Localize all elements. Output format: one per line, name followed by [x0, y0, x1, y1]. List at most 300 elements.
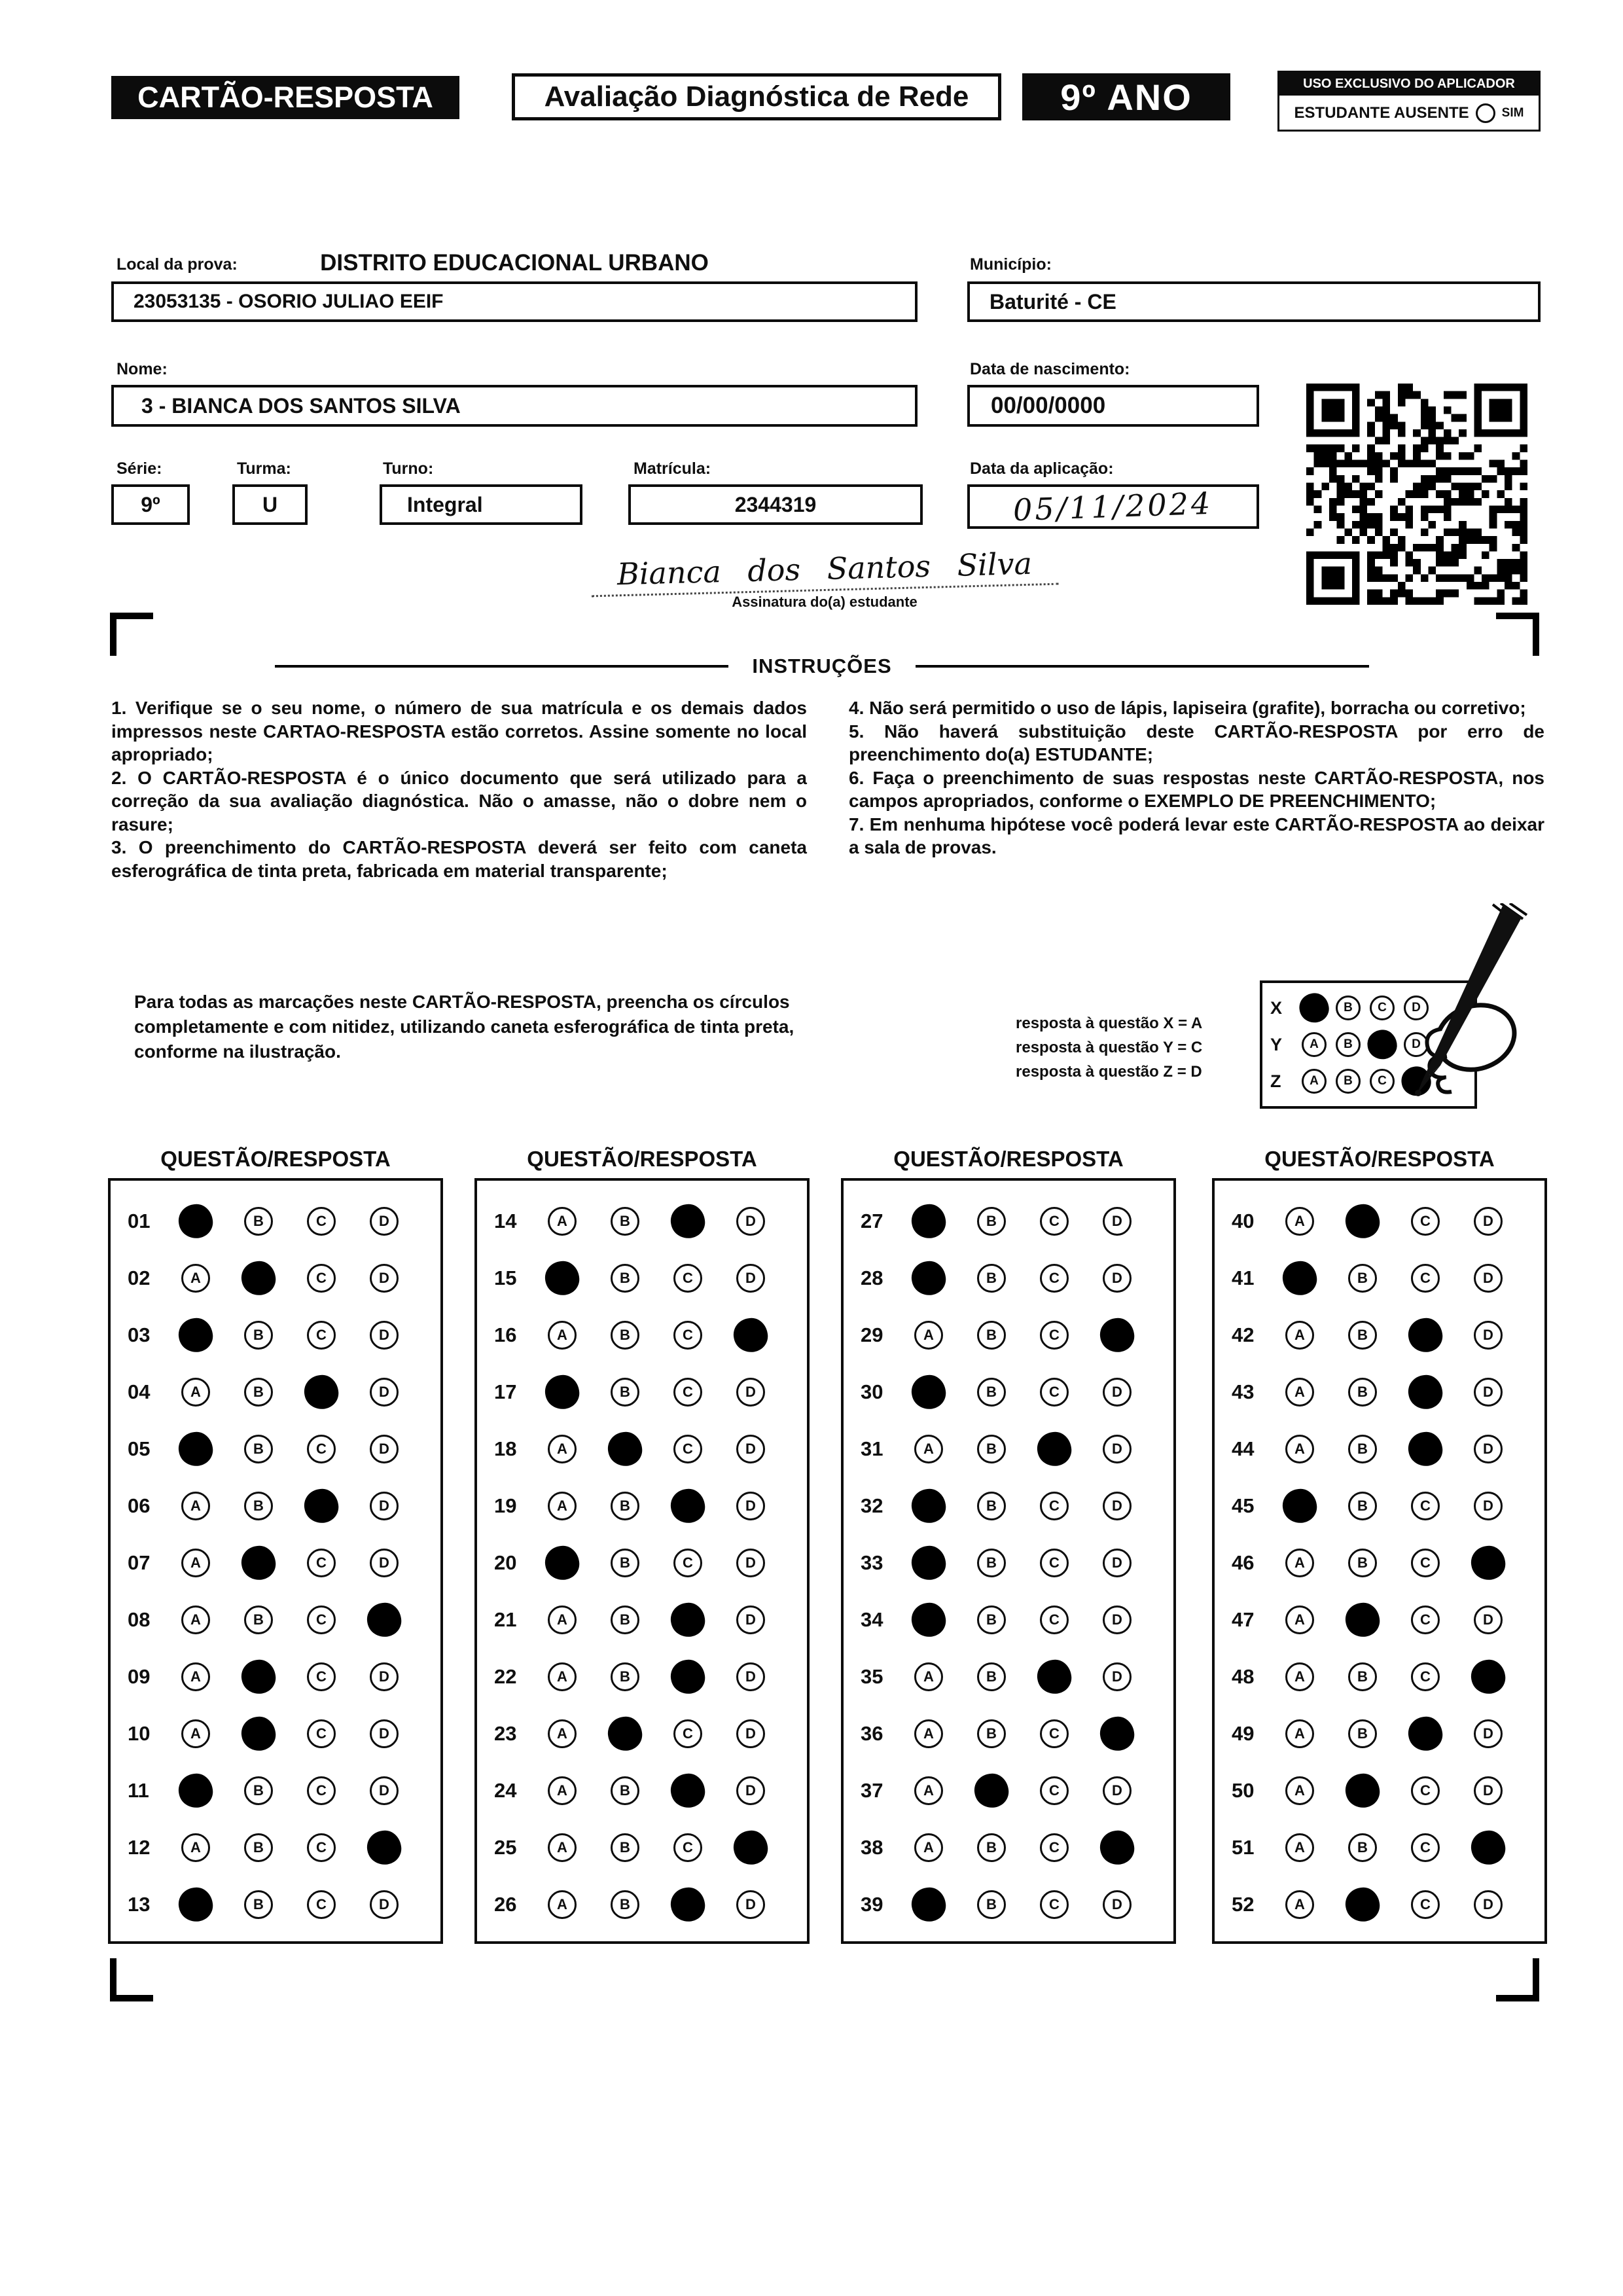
student-absent-row	[1279, 96, 1539, 130]
bubble-10-A[interactable]: A	[181, 1719, 210, 1748]
question-number: 30	[861, 1380, 883, 1403]
bubble-19-A[interactable]: A	[548, 1492, 577, 1520]
question-row	[844, 1876, 1173, 1933]
bubble-39-C[interactable]: C	[1040, 1890, 1069, 1919]
question-number: 37	[861, 1778, 883, 1802]
bubble-43-A[interactable]: A	[1285, 1378, 1314, 1407]
bubble-22-C[interactable]	[668, 1657, 707, 1696]
bubble-45-B[interactable]: B	[1348, 1492, 1377, 1520]
bubble-27-D[interactable]: D	[1103, 1207, 1132, 1236]
bubble-22-B[interactable]: B	[611, 1662, 639, 1691]
bubble-44-D[interactable]: D	[1474, 1435, 1503, 1463]
bubble-08-D[interactable]	[365, 1600, 403, 1639]
question-number: 07	[128, 1551, 151, 1574]
bubble-08-C[interactable]: C	[307, 1605, 336, 1634]
municipio-field	[967, 281, 1541, 322]
bubble-05-A[interactable]	[176, 1429, 215, 1468]
bubble-07-A[interactable]: A	[181, 1549, 210, 1577]
bubble-15-D[interactable]: D	[736, 1264, 765, 1293]
bubble-14-A[interactable]: A	[548, 1207, 577, 1236]
bubble-50-C[interactable]: C	[1411, 1776, 1440, 1805]
bubble-20-B[interactable]: B	[611, 1549, 639, 1577]
bubble-15-B[interactable]: B	[611, 1264, 639, 1293]
question-row	[111, 1762, 440, 1819]
bubble-51-B[interactable]: B	[1348, 1833, 1377, 1862]
bubble-28-C[interactable]: C	[1040, 1264, 1069, 1293]
data-nascimento-value: 00/00/0000	[991, 393, 1106, 418]
bubble-32-D[interactable]: D	[1103, 1492, 1132, 1520]
bubble-07-D[interactable]: D	[370, 1549, 399, 1577]
bubble-31-B[interactable]: B	[977, 1435, 1006, 1463]
bubble-08-A[interactable]: A	[181, 1605, 210, 1634]
bubble-11-C[interactable]: C	[307, 1776, 336, 1805]
bubble-46-A[interactable]: A	[1285, 1549, 1314, 1577]
question-number: 26	[494, 1892, 517, 1916]
question-row	[477, 1819, 807, 1876]
bubble-32-C[interactable]: C	[1040, 1492, 1069, 1520]
bubble-11-A[interactable]	[176, 1771, 215, 1810]
bubble-14-B[interactable]: B	[611, 1207, 639, 1236]
serie-value: 9º	[141, 492, 160, 516]
bubble-25-D[interactable]	[731, 1828, 770, 1867]
bubble-02-D[interactable]: D	[370, 1264, 399, 1293]
bubble-50-A[interactable]: A	[1285, 1776, 1314, 1805]
bubble-13-C[interactable]: C	[307, 1890, 336, 1919]
bubble-06-D[interactable]: D	[370, 1492, 399, 1520]
bubble-52-D[interactable]: D	[1474, 1890, 1503, 1919]
bubble-14-D[interactable]: D	[736, 1207, 765, 1236]
bubble-28-A[interactable]	[909, 1259, 948, 1297]
bubble-19-D[interactable]: D	[736, 1492, 765, 1520]
bubble-45-D[interactable]: D	[1474, 1492, 1503, 1520]
bubble-23-B[interactable]	[605, 1714, 644, 1753]
bubble-41-B[interactable]: B	[1348, 1264, 1377, 1293]
bubble-33-C[interactable]: C	[1040, 1549, 1069, 1577]
bubble-09-A[interactable]: A	[181, 1662, 210, 1691]
bubble-49-B[interactable]: B	[1348, 1719, 1377, 1748]
bubble-01-A[interactable]	[176, 1202, 215, 1240]
bubble-45-A[interactable]	[1280, 1486, 1319, 1525]
bubble-37-D[interactable]: D	[1103, 1776, 1132, 1805]
bubble-16-D[interactable]	[731, 1316, 770, 1354]
instruction-item: 2. O CARTÃO-RESPOSTA é o único documento que será utilizado para a correção da sua avaliação diagnóstica. Não o amasse, não o dobre nem o rasure;	[111, 767, 807, 834]
bubble-34-C[interactable]: C	[1040, 1605, 1069, 1634]
bubble-04-B[interactable]: B	[244, 1378, 273, 1407]
bubble-23-C[interactable]: C	[673, 1719, 702, 1748]
example-row-label: Y	[1270, 1034, 1283, 1054]
bubble-08-B[interactable]: B	[244, 1605, 273, 1634]
question-options	[914, 1605, 1132, 1634]
question-number: 45	[1232, 1494, 1255, 1517]
bubble-13-B[interactable]: B	[244, 1890, 273, 1919]
bubble-30-B[interactable]: B	[977, 1378, 1006, 1407]
serie-label: Série:	[116, 459, 162, 478]
bubble-21-C[interactable]	[668, 1600, 707, 1639]
question-number: 05	[128, 1437, 151, 1460]
bubble-47-D[interactable]: D	[1474, 1605, 1503, 1634]
turno-value: Integral	[407, 492, 483, 516]
bubble-43-D[interactable]: D	[1474, 1378, 1503, 1407]
bubble-07-C[interactable]: C	[307, 1549, 336, 1577]
question-number: 12	[128, 1835, 151, 1859]
question-row	[1215, 1705, 1544, 1762]
example-grid	[1260, 980, 1477, 1109]
school-value: 23053135 - OSORIO JULIAO EEIF	[134, 291, 444, 312]
bubble-42-C[interactable]	[1406, 1316, 1444, 1354]
instructions-left	[111, 696, 807, 882]
bubble-03-B[interactable]: B	[244, 1321, 273, 1350]
bubble-52-A[interactable]: A	[1285, 1890, 1314, 1919]
instruction-item: 6. Faça o preenchimento de suas respostas neste CARTÃO-RESPOSTA, nos campos apropriados, conforme o EXEMPLO DE PREENCHIMENTO;	[849, 767, 1544, 812]
bubble-44-B[interactable]: B	[1348, 1435, 1377, 1463]
bubble-17-C[interactable]: C	[673, 1378, 702, 1407]
question-number: 41	[1232, 1266, 1255, 1289]
serie-field	[111, 484, 190, 525]
bubble-38-D[interactable]	[1097, 1828, 1136, 1867]
bubble-ex-Y-D[interactable]: D	[1404, 1032, 1429, 1057]
bubble-31-D[interactable]: D	[1103, 1435, 1132, 1463]
bubble-20-C[interactable]: C	[673, 1549, 702, 1577]
question-options	[914, 1549, 1132, 1577]
bubble-36-D[interactable]	[1097, 1714, 1136, 1753]
bubble-38-A[interactable]: A	[914, 1833, 943, 1862]
question-options	[181, 1605, 399, 1634]
bubble-26-B[interactable]: B	[611, 1890, 639, 1919]
bubble-27-B[interactable]: B	[977, 1207, 1006, 1236]
instructions-header	[275, 655, 1369, 678]
bubble-33-A[interactable]	[909, 1543, 948, 1582]
bubble-ex-Z-C[interactable]: C	[1370, 1069, 1395, 1094]
bubble-44-A[interactable]: A	[1285, 1435, 1314, 1463]
bubble-42-B[interactable]: B	[1348, 1321, 1377, 1350]
bubble-51-A[interactable]: A	[1285, 1833, 1314, 1862]
bubble-04-D[interactable]: D	[370, 1378, 399, 1407]
bubble-28-B[interactable]: B	[977, 1264, 1006, 1293]
bubble-47-B[interactable]	[1343, 1600, 1382, 1639]
bubble-ex-Z-A[interactable]: A	[1302, 1069, 1327, 1094]
bubble-25-A[interactable]: A	[548, 1833, 577, 1862]
bubble-37-A[interactable]: A	[914, 1776, 943, 1805]
bubble-35-D[interactable]: D	[1103, 1662, 1132, 1691]
example-row	[1270, 1026, 1467, 1063]
bubble-36-B[interactable]: B	[977, 1719, 1006, 1748]
bubble-34-D[interactable]: D	[1103, 1605, 1132, 1634]
question-number: 04	[128, 1380, 151, 1403]
bubble-03-A[interactable]	[176, 1316, 215, 1354]
corner-mark-top-left	[110, 613, 153, 656]
bubble-12-A[interactable]: A	[181, 1833, 210, 1862]
bubble-04-C[interactable]	[302, 1372, 340, 1411]
bubble-22-D[interactable]: D	[736, 1662, 765, 1691]
bubble-40-B[interactable]	[1343, 1202, 1382, 1240]
question-number: 17	[494, 1380, 517, 1403]
question-options	[548, 1605, 765, 1634]
bubble-39-A[interactable]	[909, 1885, 948, 1924]
bubble-20-A[interactable]	[543, 1543, 581, 1582]
question-row	[111, 1591, 440, 1648]
bubble-03-D[interactable]: D	[370, 1321, 399, 1350]
question-row	[844, 1477, 1173, 1534]
bubble-27-C[interactable]: C	[1040, 1207, 1069, 1236]
bubble-23-A[interactable]: A	[548, 1719, 577, 1748]
bubble-05-C[interactable]: C	[307, 1435, 336, 1463]
question-number: 18	[494, 1437, 517, 1460]
question-options	[914, 1321, 1132, 1350]
question-row	[1215, 1363, 1544, 1420]
question-row	[844, 1534, 1173, 1591]
bubble-01-B[interactable]: B	[244, 1207, 273, 1236]
example-row	[1270, 1063, 1467, 1100]
question-options	[1285, 1833, 1503, 1862]
bubble-52-C[interactable]: C	[1411, 1890, 1440, 1919]
bubble-13-D[interactable]: D	[370, 1890, 399, 1919]
bubble-50-D[interactable]: D	[1474, 1776, 1503, 1805]
question-number: 48	[1232, 1664, 1255, 1688]
bubble-19-C[interactable]	[668, 1486, 707, 1525]
bubble-25-B[interactable]: B	[611, 1833, 639, 1862]
bubble-25-C[interactable]: C	[673, 1833, 702, 1862]
bubble-38-C[interactable]: C	[1040, 1833, 1069, 1862]
bubble-49-A[interactable]: A	[1285, 1719, 1314, 1748]
qr-code	[1304, 381, 1530, 607]
bubble-31-A[interactable]: A	[914, 1435, 943, 1463]
bubble-48-A[interactable]: A	[1285, 1662, 1314, 1691]
bubble-50-B[interactable]	[1343, 1771, 1382, 1810]
question-row	[477, 1876, 807, 1933]
corner-mark-bottom-right	[1496, 1958, 1539, 2001]
bubble-09-C[interactable]: C	[307, 1662, 336, 1691]
bubble-35-A[interactable]: A	[914, 1662, 943, 1691]
corner-mark-bottom-left	[110, 1958, 153, 2001]
question-number: 47	[1232, 1607, 1255, 1631]
bubble-02-C[interactable]: C	[307, 1264, 336, 1293]
municipio-label: Município:	[970, 255, 1052, 274]
bubble-19-B[interactable]: B	[611, 1492, 639, 1520]
bubble-41-C[interactable]: C	[1411, 1264, 1440, 1293]
answers-block-4	[1212, 1178, 1547, 1944]
bubble-02-B[interactable]	[239, 1259, 277, 1297]
bubble-49-D[interactable]: D	[1474, 1719, 1503, 1748]
bubble-ex-Y-B[interactable]: B	[1336, 1032, 1361, 1057]
bubble-48-B[interactable]: B	[1348, 1662, 1377, 1691]
bubble-41-A[interactable]	[1280, 1259, 1319, 1297]
instruction-item: 5. Não haverá substituição deste CARTÃO-RESPOSTA por erro de preenchimento do(a) ESTUDANTE;	[849, 721, 1544, 765]
bubble-40-A[interactable]: A	[1285, 1207, 1314, 1236]
bubble-24-C[interactable]	[668, 1771, 707, 1810]
legend-line-x: resposta à questão X = A	[1016, 1014, 1203, 1032]
bubble-30-D[interactable]: D	[1103, 1378, 1132, 1407]
bubble-06-C[interactable]	[302, 1486, 340, 1525]
bubble-ex-Y-A[interactable]: A	[1302, 1032, 1327, 1057]
bubble-32-A[interactable]	[909, 1486, 948, 1525]
question-options	[914, 1890, 1132, 1919]
bubble-37-B[interactable]	[972, 1771, 1010, 1810]
bubble-07-B[interactable]	[239, 1543, 277, 1582]
bubble-34-B[interactable]: B	[977, 1605, 1006, 1634]
bubble-11-B[interactable]: B	[244, 1776, 273, 1805]
bubble-12-D[interactable]	[365, 1828, 403, 1867]
bubble-04-A[interactable]: A	[181, 1378, 210, 1407]
bubble-ex-Z-B[interactable]: B	[1336, 1069, 1361, 1094]
question-row	[1215, 1534, 1544, 1591]
bubble-16-A[interactable]: A	[548, 1321, 577, 1350]
question-options	[181, 1378, 399, 1407]
bubble-39-D[interactable]: D	[1103, 1890, 1132, 1919]
data-aplicacao-label: Data da aplicação:	[970, 459, 1114, 478]
bubble-24-D[interactable]: D	[736, 1776, 765, 1805]
answers-header-3: QUESTÃO/RESPOSTA	[893, 1147, 1124, 1171]
bubble-36-A[interactable]: A	[914, 1719, 943, 1748]
bubble-43-C[interactable]	[1406, 1372, 1444, 1411]
bubble-12-B[interactable]: B	[244, 1833, 273, 1862]
question-row	[477, 1762, 807, 1819]
bubble-21-A[interactable]: A	[548, 1605, 577, 1634]
bubble-02-A[interactable]: A	[181, 1264, 210, 1293]
bubble-05-D[interactable]: D	[370, 1435, 399, 1463]
question-options	[548, 1662, 765, 1691]
bubble-17-A[interactable]	[543, 1372, 581, 1411]
bubble-51-D[interactable]	[1469, 1828, 1507, 1867]
bubble-21-D[interactable]: D	[736, 1605, 765, 1634]
bubble-11-D[interactable]: D	[370, 1776, 399, 1805]
question-options	[548, 1321, 765, 1350]
bubble-30-A[interactable]	[909, 1372, 948, 1411]
bubble-29-C[interactable]: C	[1040, 1321, 1069, 1350]
example-row-label: Z	[1270, 1071, 1281, 1091]
bubble-46-B[interactable]: B	[1348, 1549, 1377, 1577]
bubble-40-D[interactable]: D	[1474, 1207, 1503, 1236]
bubble-43-B[interactable]: B	[1348, 1378, 1377, 1407]
bubble-48-D[interactable]	[1469, 1657, 1507, 1696]
bubble-40-C[interactable]: C	[1411, 1207, 1440, 1236]
bubble-23-D[interactable]: D	[736, 1719, 765, 1748]
bubble-16-C[interactable]: C	[673, 1321, 702, 1350]
student-absent-label: ESTUDANTE AUSENTE	[1294, 104, 1469, 122]
bubble-01-D[interactable]: D	[370, 1207, 399, 1236]
bubble-ex-X-A[interactable]	[1297, 991, 1330, 1024]
bubble-22-A[interactable]: A	[548, 1662, 577, 1691]
bubble-15-A[interactable]	[543, 1259, 581, 1297]
divider-line	[275, 665, 728, 668]
bubble-18-B[interactable]	[605, 1429, 644, 1468]
bubble-41-D[interactable]: D	[1474, 1264, 1503, 1293]
bubble-18-D[interactable]: D	[736, 1435, 765, 1463]
bubble-06-B[interactable]: B	[244, 1492, 273, 1520]
bubble-30-C[interactable]: C	[1040, 1378, 1069, 1407]
bubble-01-C[interactable]: C	[307, 1207, 336, 1236]
bubble-14-C[interactable]	[668, 1202, 707, 1240]
bubble-ex-X-B[interactable]: B	[1336, 996, 1361, 1020]
student-absent-bubble[interactable]	[1476, 103, 1495, 123]
question-row	[844, 1591, 1173, 1648]
bubble-52-B[interactable]	[1343, 1885, 1382, 1924]
question-options	[548, 1435, 765, 1463]
legend-line-y: resposta à questão Y = C	[1016, 1039, 1203, 1057]
bubble-24-A[interactable]: A	[548, 1776, 577, 1805]
bubble-18-C[interactable]: C	[673, 1435, 702, 1463]
bubble-26-A[interactable]: A	[548, 1890, 577, 1919]
bubble-47-A[interactable]: A	[1285, 1605, 1314, 1634]
bubble-48-C[interactable]: C	[1411, 1662, 1440, 1691]
question-number: 23	[494, 1721, 517, 1745]
signature-handwritten: Bianca dos Santos Silva	[590, 545, 1058, 598]
bubble-03-C[interactable]: C	[307, 1321, 336, 1350]
bubble-32-B[interactable]: B	[977, 1492, 1006, 1520]
bubble-05-B[interactable]: B	[244, 1435, 273, 1463]
bubble-12-C[interactable]: C	[307, 1833, 336, 1862]
bubble-33-B[interactable]: B	[977, 1549, 1006, 1577]
bubble-35-B[interactable]: B	[977, 1662, 1006, 1691]
instruction-item: 7. Em nenhuma hipótese você poderá levar este CARTÃO-RESPOSTA ao deixar a sala de provas.	[849, 814, 1544, 858]
bubble-21-B[interactable]: B	[611, 1605, 639, 1634]
bubble-42-D[interactable]: D	[1474, 1321, 1503, 1350]
bubble-38-B[interactable]: B	[977, 1833, 1006, 1862]
question-row	[111, 1249, 440, 1306]
bubble-10-B[interactable]	[239, 1714, 277, 1753]
bubble-49-C[interactable]	[1406, 1714, 1444, 1753]
bubble-10-C[interactable]: C	[307, 1719, 336, 1748]
bubble-45-C[interactable]: C	[1411, 1492, 1440, 1520]
bubble-35-C[interactable]	[1035, 1657, 1073, 1696]
bubble-18-A[interactable]: A	[548, 1435, 577, 1463]
bubble-31-C[interactable]	[1035, 1429, 1073, 1468]
bubble-28-D[interactable]: D	[1103, 1264, 1132, 1293]
bubble-15-C[interactable]: C	[673, 1264, 702, 1293]
bubble-09-B[interactable]	[239, 1657, 277, 1696]
question-options	[914, 1776, 1132, 1805]
bubble-27-A[interactable]	[909, 1202, 948, 1240]
instructions-right	[849, 696, 1544, 882]
bubble-42-A[interactable]: A	[1285, 1321, 1314, 1350]
bubble-46-C[interactable]: C	[1411, 1549, 1440, 1577]
bubble-39-B[interactable]: B	[977, 1890, 1006, 1919]
bubble-ex-X-D[interactable]: D	[1404, 996, 1429, 1020]
bubble-24-B[interactable]: B	[611, 1776, 639, 1805]
bubble-46-D[interactable]	[1469, 1543, 1507, 1582]
bubble-26-C[interactable]	[668, 1885, 707, 1924]
bubble-29-D[interactable]	[1097, 1316, 1136, 1354]
bubble-ex-Z-D[interactable]	[1399, 1064, 1433, 1098]
bubble-10-D[interactable]: D	[370, 1719, 399, 1748]
bubble-20-D[interactable]: D	[736, 1549, 765, 1577]
bubble-ex-Y-C[interactable]	[1365, 1028, 1399, 1061]
bubble-09-D[interactable]: D	[370, 1662, 399, 1691]
question-options	[181, 1776, 399, 1805]
bubble-16-B[interactable]: B	[611, 1321, 639, 1350]
bubble-36-C[interactable]: C	[1040, 1719, 1069, 1748]
signature-area[interactable]	[497, 545, 1152, 611]
bubble-37-C[interactable]: C	[1040, 1776, 1069, 1805]
bubble-47-C[interactable]: C	[1411, 1605, 1440, 1634]
bubble-29-A[interactable]: A	[914, 1321, 943, 1350]
bubble-17-B[interactable]: B	[611, 1378, 639, 1407]
bubble-34-A[interactable]	[909, 1600, 948, 1639]
question-row	[111, 1306, 440, 1363]
student-absent-option: SIM	[1501, 106, 1524, 120]
answers-block-2	[474, 1178, 810, 1944]
bubble-33-D[interactable]: D	[1103, 1549, 1132, 1577]
bubble-29-B[interactable]: B	[977, 1321, 1006, 1350]
bubble-06-A[interactable]: A	[181, 1492, 210, 1520]
bubble-51-C[interactable]: C	[1411, 1833, 1440, 1862]
municipio-value: Baturité - CE	[990, 289, 1116, 314]
answers-block-1	[108, 1178, 443, 1944]
bubble-ex-X-C[interactable]: C	[1370, 996, 1395, 1020]
bubble-13-A[interactable]	[176, 1885, 215, 1924]
bubble-26-D[interactable]: D	[736, 1890, 765, 1919]
bubble-44-C[interactable]	[1406, 1429, 1444, 1468]
bubble-17-D[interactable]: D	[736, 1378, 765, 1407]
